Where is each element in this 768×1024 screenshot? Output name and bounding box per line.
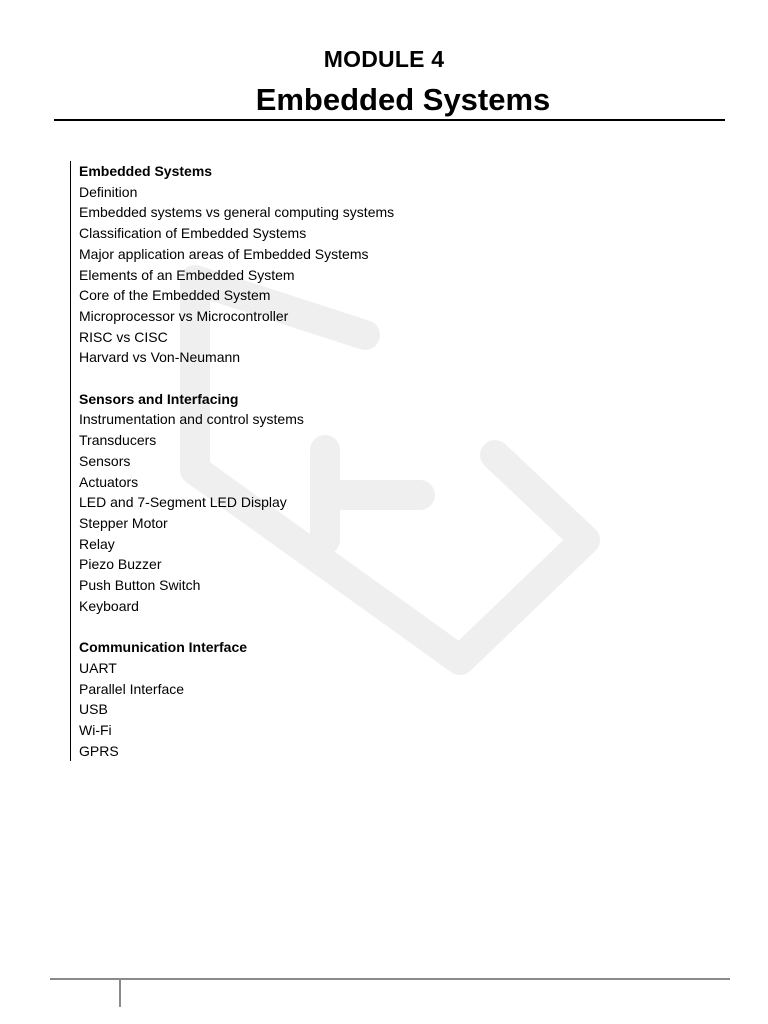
list-item: Harvard vs Von-Neumann [79,349,241,366]
toc-section-sensors-and-interfacing [79,389,394,617]
list-item: Elements of an Embedded System [79,266,295,283]
list-item: Keyboard [79,597,139,614]
toc-section-communication-interface [79,637,394,761]
title-divider [54,119,725,121]
list-item: Classification of Embedded Systems [79,225,307,242]
table-of-contents [70,161,394,761]
list-item: Relay [79,535,115,552]
list-item: Core of the Embedded System [79,287,271,304]
footer-divider [50,978,730,980]
list-item: Wi-Fi [79,721,112,738]
page-title: Embedded Systems [255,82,551,117]
list-item: Definition [79,183,138,200]
list-item: Sensors [79,452,131,469]
list-item: Instrumentation and control systems [79,411,304,428]
list-item: Piezo Buzzer [79,556,162,573]
section-heading: Embedded Systems [79,163,213,179]
list-item: Actuators [79,473,139,490]
section-heading: Communication Interface [79,639,248,656]
list-item: Major application areas of Embedded Systems [79,245,369,262]
section-heading: Sensors and Interfacing [79,390,239,407]
toc-section-embedded-systems [79,161,394,368]
footer-tick [119,980,121,1007]
list-item: Push Button Switch [79,577,201,594]
list-item: Embedded systems vs general computing systems [79,204,395,221]
list-item: RISC vs CISC [79,328,168,345]
list-item: Transducers [79,432,157,449]
list-item: Microprocessor vs Microcontroller [79,307,289,324]
list-item: GPRS [79,742,119,759]
list-item: LED and 7-Segment LED Display [79,494,287,511]
list-item: USB [79,701,108,718]
module-label: MODULE 4 [323,46,445,72]
list-item: Stepper Motor [79,514,168,531]
list-item: UART [79,659,117,676]
list-item: Parallel Interface [79,680,185,697]
